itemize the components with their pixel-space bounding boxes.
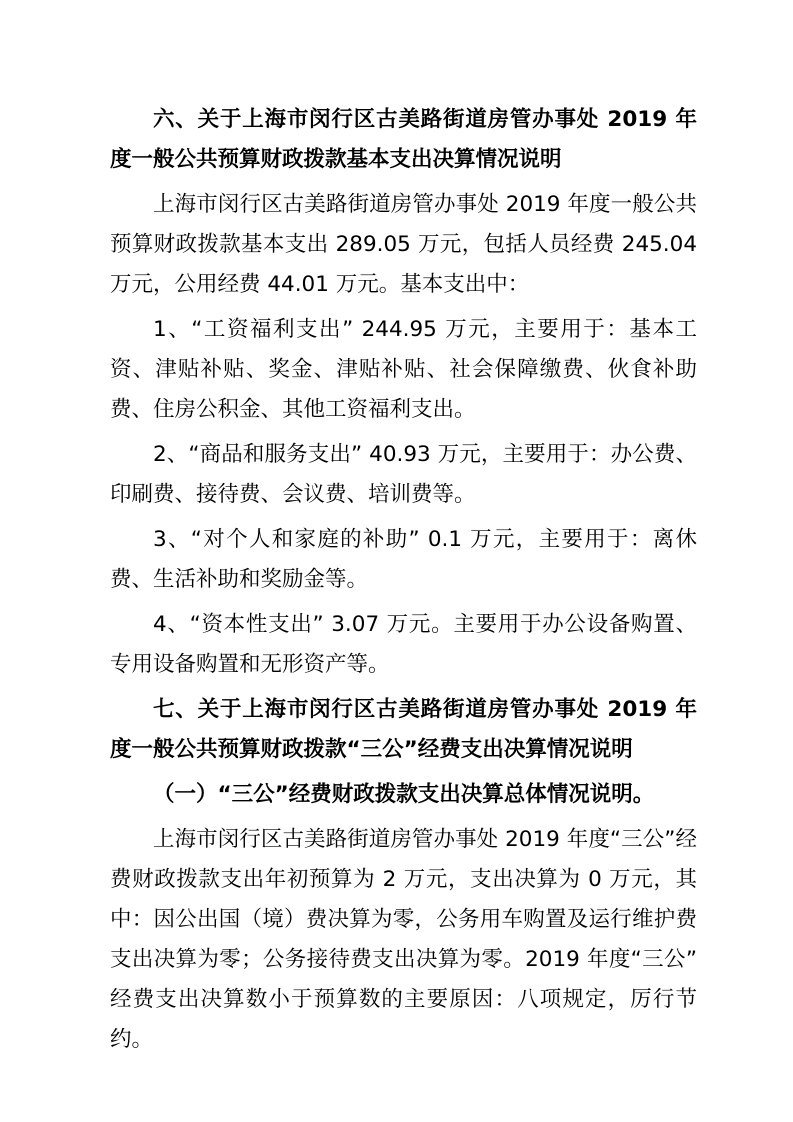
paragraph-basic-expenditure-overview: 上海市闵行区古美路街道房管办事处 2019 年度一般公共预算财政拨款基本支出 289.05 万元，包括人员经费 245.04 万元，公用经费 44.01 万元。基本支出中： xyxy=(110,192,697,297)
paragraph-item-3-individual-family-subsidies: 3、“对个人和家庭的补助” 0.1 万元，主要用于：离休费、生活补助和奖励金等。 xyxy=(110,527,697,592)
paragraph-three-public-funds-details: 上海市闵行区古美路街道房管办事处 2019 年度“三公”经费财政拨款支出年初预算为 2 万元，支出决算为 0 万元，其中：因公出国（境）费决算为零，公务用车购置及运行维护费支出决算为零；公务接待费支出决算为零。2019 年度“三公”经费支出决算数小于预算数的主要原因：八项规定，厉行节约。 xyxy=(110,827,697,1052)
paragraph-item-4-capital-expenditure: 4、“资本性支出” 3.07 万元。主要用于办公设备购置、专用设备购置和无形资产等。 xyxy=(110,612,697,677)
paragraph-item-1-wages-welfare: 1、“工资福利支出” 244.95 万元，主要用于：基本工资、津贴补贴、奖金、津贴补贴、社会保障缴费、伙食补助费、住房公积金、其他工资福利支出。 xyxy=(110,317,697,422)
paragraph-item-2-goods-services: 2、“商品和服务支出” 40.93 万元，主要用于：办公费、印刷费、接待费、会议费、培训费等。 xyxy=(110,442,697,507)
heading-section-seven-three-public-funds: 七、关于上海市闵行区古美路街道房管办事处 2019 年度一般公共预算财政拨款“三公”经费支出决算情况说明 xyxy=(110,697,697,762)
subheading-three-public-funds-overview: （一）“三公”经费财政拨款支出决算总体情况说明。 xyxy=(153,782,655,807)
heading-section-six-basic-expenditure: 六、关于上海市闵行区古美路街道房管办事处 2019 年度一般公共预算财政拨款基本支出决算情况说明 xyxy=(110,107,697,172)
